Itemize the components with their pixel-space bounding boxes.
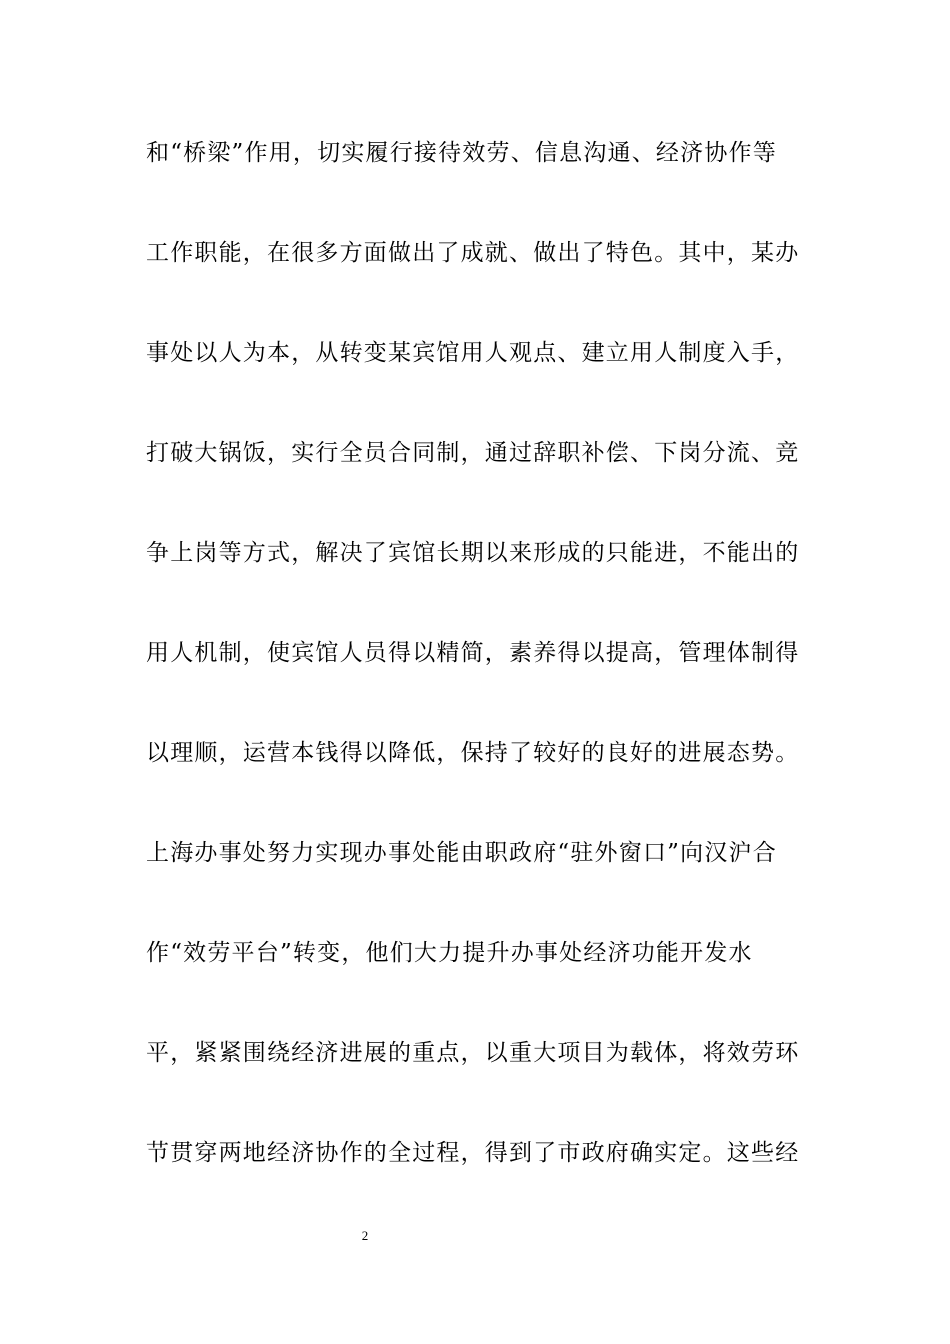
text-line-10: 平，紧紧围绕经济进展的重点，以重大项目为载体，将效劳环 <box>146 1040 800 1066</box>
text-line-2: 工作职能，在很多方面做出了成就、做出了特色。其中，某办 <box>146 240 800 266</box>
text-line-6: 用人机制，使宾馆人员得以精简，素养得以提高，管理体制得 <box>146 640 800 666</box>
text-line-8: 上海办事处努力实现办事处能由职政府“驻外窗口”向汉沪合 <box>146 840 777 866</box>
page-number: 2 <box>361 1228 369 1243</box>
text-line-3: 事处以人为本，从转变某宾馆用人观点、建立用人制度入手， <box>146 340 800 366</box>
text-line-11: 节贯穿两地经济协作的全过程，得到了市政府确实定。这些经 <box>146 1140 800 1166</box>
text-line-5: 争上岗等方式，解决了宾馆长期以来形成的只能进，不能出的 <box>146 540 800 566</box>
text-line-9: 作“效劳平台”转变，他们大力提升办事处经济功能开发水 <box>146 940 753 966</box>
text-line-7: 以理顺，运营本钱得以降低，保持了较好的良好的进展态势。 <box>146 740 800 766</box>
body-text <box>146 128 806 1228</box>
text-line-1: 和“桥梁”作用，切实履行接待效劳、信息沟通、经济协作等 <box>146 140 777 166</box>
text-line-4: 打破大锅饭，实行全员合同制，通过辞职补偿、下岗分流、竞 <box>146 440 800 466</box>
